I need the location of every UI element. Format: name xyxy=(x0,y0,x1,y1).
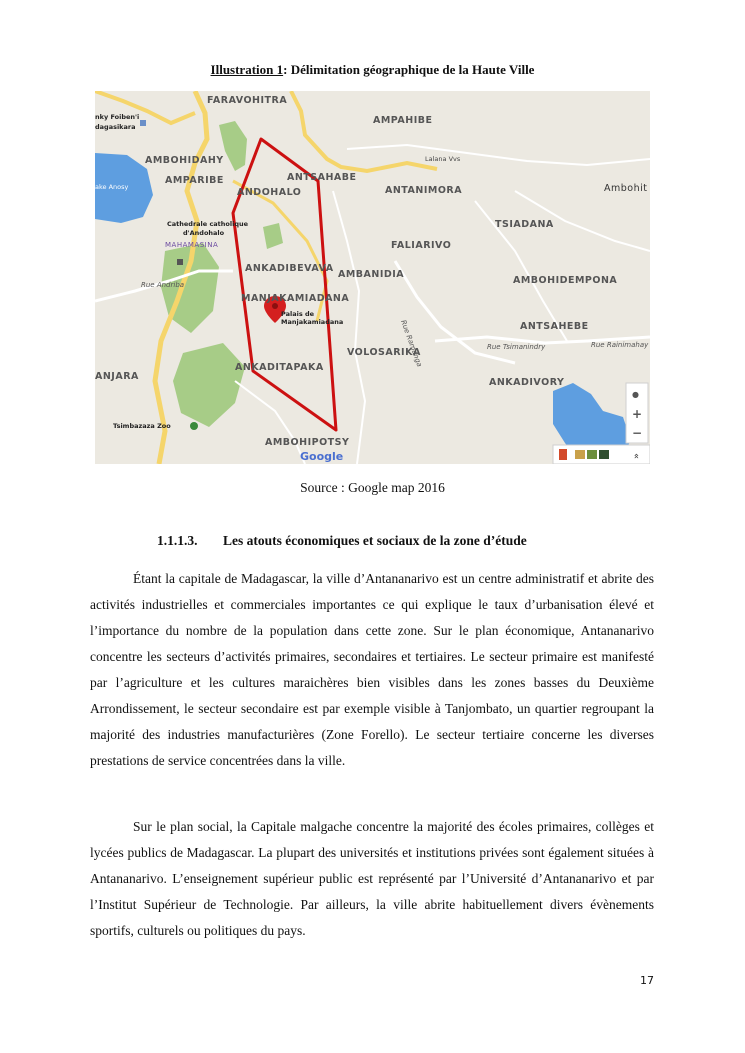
section-number: 1.1.1.3. xyxy=(157,533,198,548)
layer-thumb-3[interactable] xyxy=(599,450,609,459)
paragraph-economic: Étant la capitale de Madagascar, la ville d’Antananarivo est un centre administratif et abrite des activités industrielles et commerciales importantes ce qui explique le taux d’urbanisation élevé et l’importance du nombre de la population dans cette zone. Sur le plan économique, Antananarivo concentre les secteurs d’activités primaires, secondaires et tertiaires. Le secteur primaire est manifesté par l’agriculture et les cultures maraichères bien visibles dans les zones basses du Deuxième Arrondissement, le secteur secondaire est par exemple visible à Tanjombato, un quartier regroupant la majorité des industries manufacturières (Zone Forello). Le secteur tertiaire concerne les diverses prestations de service concentrées dans la ville. xyxy=(90,571,654,768)
figure-caption xyxy=(0,62,745,78)
label-ambohipotsy: AMBOHIPOTSY xyxy=(265,437,350,448)
expand-icon[interactable]: » xyxy=(632,453,642,459)
label-tsiadana: TSIADANA xyxy=(495,219,554,230)
label-cathedrale-1: Cathedrale catholique xyxy=(167,220,249,228)
label-foiben: nky Foiben'i xyxy=(95,113,140,121)
zoom-in-button[interactable]: + xyxy=(632,407,643,421)
figure-source: Source : Google map 2016 xyxy=(300,480,445,495)
label-faliarivo: FALIARIVO xyxy=(391,240,452,251)
label-ankadivory: ANKADIVORY xyxy=(489,377,565,388)
section-heading xyxy=(157,533,527,549)
poi-icon xyxy=(140,120,146,126)
label-volosarika: VOLOSARIKA xyxy=(347,347,421,358)
label-rue-andriba: Rue Andriba xyxy=(141,281,185,289)
label-palais-1: Palais de xyxy=(281,310,315,318)
caption-text: : Délimitation géographique de la Haute Ville xyxy=(283,62,535,77)
label-antsahabe: ANTSAHABE xyxy=(287,172,357,183)
label-ankadibevava: ANKADIBEVAVA xyxy=(245,263,334,274)
paragraph-social: Sur le plan social, la Capitale malgache concentre la majorité des écoles primaires, collèges et lycées publics de Madagascar. La plupart des universités et institutions privées sont également situées à Antananarivo. L’enseignement supérieur public est représenté par l’Université d’Antananarivo et par l’Institut Supérieur de Technologie. Par ailleurs, la ville abrite habituellement divers évènements sportifs, culturels ou politiques du pays. xyxy=(90,819,654,938)
label-palais-2: Manjakamiadana xyxy=(281,318,344,326)
poi-mahamasina-icon xyxy=(177,259,183,265)
label-lake-anosy: ake Anosy xyxy=(95,183,129,191)
layer-thumb-1[interactable] xyxy=(575,450,585,459)
label-antanimora: ANTANIMORA xyxy=(385,185,463,196)
label-ambohit: Ambohit xyxy=(604,183,648,194)
locate-button[interactable]: ● xyxy=(632,390,639,399)
label-ankaditapaka: ANKADITAPAKA xyxy=(235,362,324,373)
caption-label: Illustration 1 xyxy=(210,62,284,77)
label-anjara: ANJARA xyxy=(95,371,139,382)
page-number: 17 xyxy=(640,974,654,987)
label-andohalo: ANDOHALO xyxy=(237,187,302,198)
label-ambanidia: AMBANIDIA xyxy=(338,269,405,280)
label-ampahibe: AMPAHIBE xyxy=(373,115,433,126)
label-faravohitra: FARAVOHITRA xyxy=(207,95,288,106)
label-manjakamiadana: MANJAKAMIADANA xyxy=(241,293,350,304)
zoo-icon xyxy=(190,422,198,430)
section-title: Les atouts économiques et sociaux de la zone d’étude xyxy=(223,533,527,548)
label-rue-ramanga: Rue Ramanga xyxy=(399,318,424,368)
label-antsahebe: ANTSAHEBE xyxy=(520,321,589,332)
layer-thumb-2[interactable] xyxy=(587,450,597,459)
label-tsimbazaza: Tsimbazaza Zoo xyxy=(113,422,171,430)
label-ambohidahy: AMBOHIDAHY xyxy=(145,155,224,166)
pegman-icon[interactable] xyxy=(559,449,567,460)
label-rue-rainimahay: Rue Rainimahay xyxy=(591,341,649,349)
label-cathedrale-2: d'Andohalo xyxy=(183,229,225,237)
label-mahamasina: MAHAMASINA xyxy=(165,241,219,249)
label-ambohidempona: AMBOHIDEMPONA xyxy=(513,275,618,286)
map-image xyxy=(95,91,650,464)
label-amparibe: AMPARIBE xyxy=(165,175,224,186)
zoom-out-button[interactable]: − xyxy=(632,426,643,440)
label-dagasikara: dagasikara xyxy=(95,123,136,131)
label-lalana: Lalana Vvs xyxy=(425,155,461,163)
label-rue-tsimanindry: Rue Tsimanindry xyxy=(487,343,546,351)
google-logo: Google xyxy=(300,450,344,463)
map-svg xyxy=(95,91,650,464)
